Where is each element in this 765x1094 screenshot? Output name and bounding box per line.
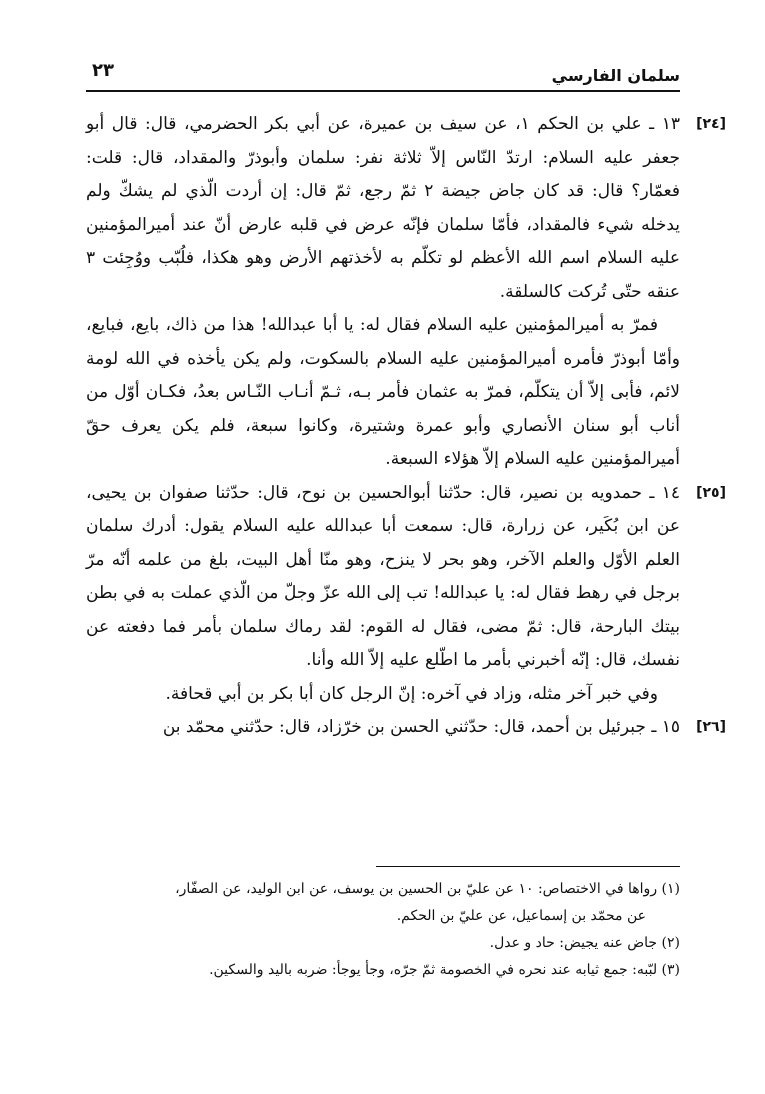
hadith-paragraph: ١٥ ـ جبرئيل بن أحمد، قال: حدّثني الحسن بن خرّزاد، قال: حدّثني محمّد بن — [162, 717, 680, 737]
footnote-3: (٣) لبّبه: جمع ثيابه عند نحره في الخصومة ثمّ جرّه، وجأ يوجأ: ضربه باليد والسكين. — [209, 962, 680, 978]
hadith-entry-25 — [86, 477, 726, 712]
reference-number: [٢٥] — [696, 484, 726, 501]
page-number: ٢٣ — [92, 60, 114, 81]
main-text — [86, 108, 726, 868]
hadith-entry-24 — [86, 108, 726, 477]
footnote-1: (١) رواها في الاختصاص: ١٠ عن عليّ بن الحسين بن يوسف، عن ابن الوليد، عن الصفّار، — [175, 881, 680, 897]
footnotes — [86, 876, 680, 984]
hadith-paragraph: وفي خبر آخر مثله، وزاد في آخره: إنّ الرجل كان أبا بكر بن أبي قحافة. — [165, 683, 658, 704]
reference-number: [٢٦] — [696, 719, 726, 735]
footnote-1-continuation: عن محمّد بن إسماعيل، عن عليّ بن الحكم. — [396, 908, 646, 924]
hadith-paragraph: فمرّ به أميرالمؤمنين عليه السلام فقال له: يا أبا عبدالله! هذا من ذاك، بايع، فبايع، وأمّا أبوذرّ فأمره أميرالمؤمنين عليه السلام بالسكوت، ولم يكن يأخذه في الله لومة لائم، فأبى إلاّ أن يتكلّم، فمرّ به عثمان فأمر بـه، ثـمّ أنـاب النّـاس بعدُ، فكـان أوّل من أناب أبو سنان الأنصاري وأبو عمرة وشتيرة، وكانوا سبعة، فلم يكن يعرف حقّ أميرالمؤمنين عليه السلام إلاّ هؤلاء السبعة. — [86, 315, 680, 469]
hadith-paragraph: ١٣ ـ علي بن الحكم ١، عن سيف بن عميرة، عن أبي بكر الحضرمي، قال: قال أبو جعفر عليه السلام: ارتدّ النّاس إلاّ ثلاثة نفر: سلمان وأبوذرّ والمقداد، قال: قلت: فعمّار؟ قال: قد كان جاض جيضة ٢ ثمّ رجع، ثمّ قال: إن أردت الّذي لم يشكّ ولم يدخله شيء فالمقداد، فأمّا سلمان فإنّه عرض في قلبه عارض أنّ عند أميرالمؤمنين عليه السلام اسم الله الأعظم لو تكلّم به لأخذتهم الأرض وهو هكذا، فلُبّب ووُجِئت ٣ عنقه حتّى تُركت كالسلقة. — [86, 114, 680, 302]
hadith-entry-26 — [86, 711, 726, 745]
hadith-paragraph: ١٤ ـ حمدويه بن نصير، قال: حدّثنا أبوالحسين بن نوح، قال: حدّثنا صفوان بن يحيى، عن ابن بُكَير، عن زرارة، قال: سمعت أبا عبدالله عليه السلام يقول: أدرك سلمان العلم الأوّل والعلم الآخر، وهو بحر لا ينزح، وهو منّا أهل البيت، بلغ من علمه أنّه مرّ برجل في رهط فقال له: يا عبدالله! تب إلى الله عزّ وجلّ من الّذي عملت به في بطن بيتك البارحة، قال: ثمّ مضى، فقال له القوم: لقد رماك سلمان بأمر فما دفعته عن نفسك، قال: إنّه أخبرني بأمر ما اطّلع عليه إلاّ الله وأنا. — [86, 482, 680, 670]
running-head: سلمان الفارسي — [551, 66, 680, 85]
reference-number: [٢٤] — [696, 116, 726, 132]
footnote-divider — [376, 866, 680, 867]
page-header — [86, 54, 680, 92]
footnote-2: (٢) جاض عنه يجيض: حاد و عدل. — [489, 935, 680, 951]
